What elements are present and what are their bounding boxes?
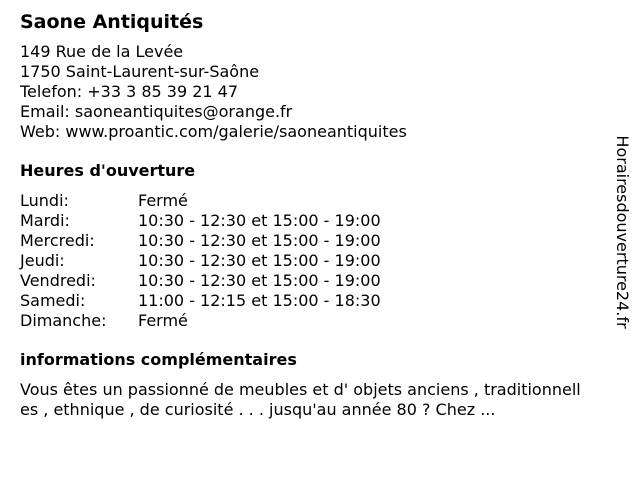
hours-time: 10:30 - 12:30 et 15:00 - 19:00 xyxy=(138,231,381,250)
hours-table xyxy=(20,191,600,331)
hours-day: Lundi: xyxy=(20,191,69,210)
phone-line: Telefon: +33 3 85 39 21 47 xyxy=(20,82,239,101)
hours-row-jeudi xyxy=(20,251,600,271)
hours-time: 11:00 - 12:15 et 15:00 - 18:30 xyxy=(138,291,381,310)
address-line-2: 1750 Saint-Laurent-sur-Saône xyxy=(20,62,260,81)
address-line-1: 149 Rue de la Levée xyxy=(20,42,184,61)
hours-row-vendredi xyxy=(20,271,600,291)
hours-time: 10:30 - 12:30 et 15:00 - 19:00 xyxy=(138,251,381,270)
site-watermark: Horairesdouverture24.fr xyxy=(613,135,632,329)
hours-day: Dimanche: xyxy=(20,311,107,330)
info-description: Vous êtes un passionné de meubles et d' objets anciens , traditionnelles , ethnique , de curiosité . . . jusqu'au année 80 ? Chez ... xyxy=(20,380,581,419)
hours-row-lundi xyxy=(20,191,600,211)
hours-time: Fermé xyxy=(138,311,188,330)
business-card xyxy=(20,10,600,420)
hours-time: 10:30 - 12:30 et 15:00 - 19:00 xyxy=(138,271,381,290)
hours-day: Vendredi: xyxy=(20,271,96,290)
hours-time: 10:30 - 12:30 et 15:00 - 19:00 xyxy=(138,211,381,230)
email-line: Email: saoneantiquites@orange.fr xyxy=(20,102,293,121)
web-line: Web: www.proantic.com/galerie/saoneantiquites xyxy=(20,122,407,141)
hours-row-samedi xyxy=(20,291,600,311)
hours-heading: Heures d'ouverture xyxy=(20,161,196,180)
hours-row-dimanche xyxy=(20,311,600,331)
hours-day: Mardi: xyxy=(20,211,70,230)
business-name: Saone Antiquités xyxy=(20,11,204,33)
hours-day: Mercredi: xyxy=(20,231,95,250)
hours-day: Jeudi: xyxy=(20,251,65,270)
hours-time: Fermé xyxy=(138,191,188,210)
info-heading: informations complémentaires xyxy=(20,350,297,369)
hours-day: Samedi: xyxy=(20,291,86,310)
hours-row-mardi xyxy=(20,211,600,231)
contact-block xyxy=(20,42,600,142)
hours-row-mercredi xyxy=(20,231,600,251)
